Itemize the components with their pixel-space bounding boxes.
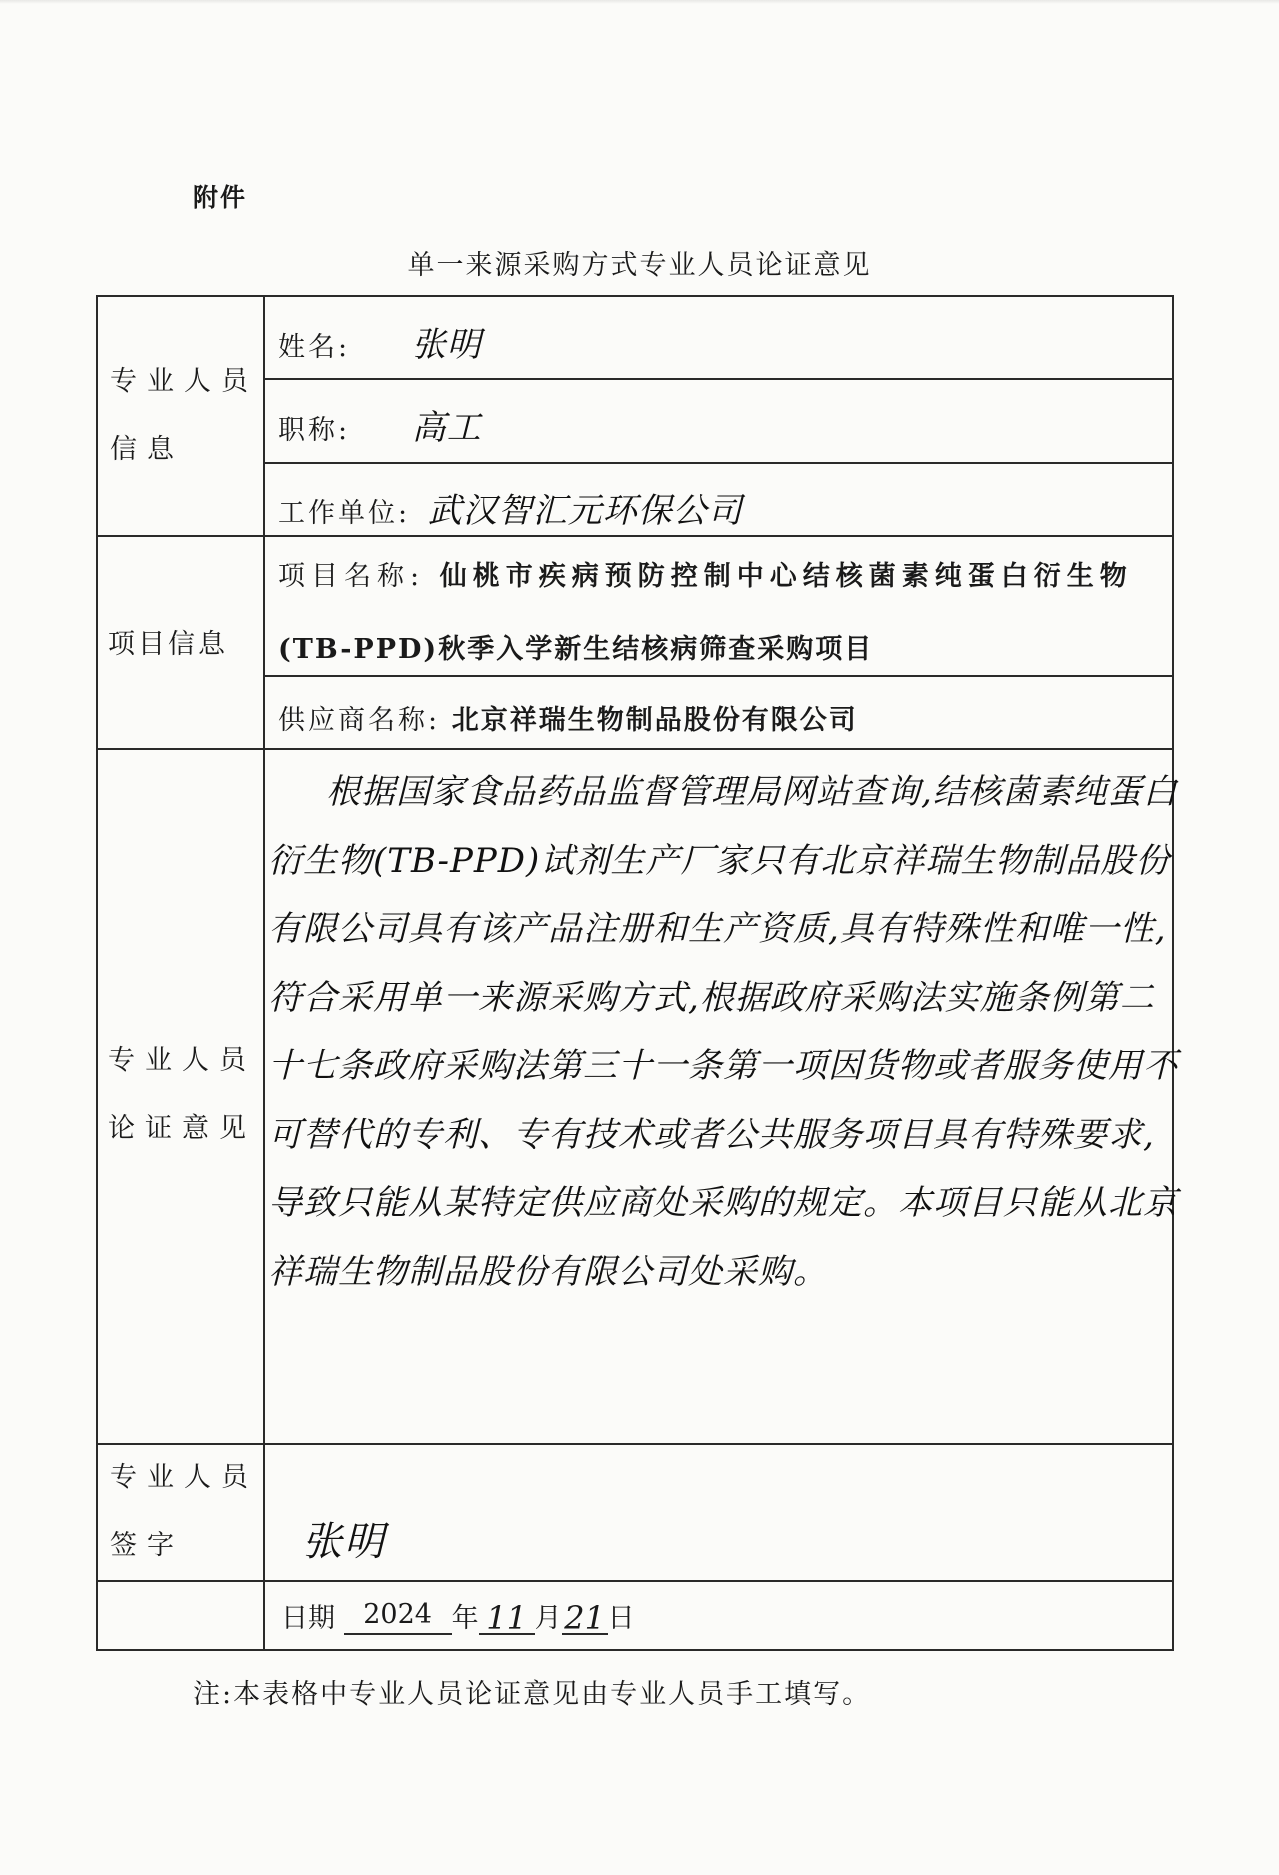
date-row — [281, 1596, 635, 1635]
project-info-label: 项目信息 — [108, 629, 228, 660]
employer-value: 武汉智汇元环保公司 — [427, 491, 743, 531]
column-divider — [263, 295, 265, 1651]
date-month: 11 — [479, 1599, 535, 1635]
project-name-line1: 仙桃市疾病预防控制中心结核菌素纯蛋白衍生物 — [439, 561, 1133, 592]
name-value: 张明 — [411, 325, 482, 365]
signature: 张明 — [302, 1519, 386, 1565]
footnote: 注:本表格中专业人员论证意见由专业人员手工填写。 — [193, 1679, 872, 1710]
attachment-label: 附件 — [193, 183, 248, 212]
scan-edge — [0, 0, 1279, 4]
name-row — [278, 317, 482, 366]
supplier-label: 供应商名称: — [278, 705, 441, 736]
employer-row — [278, 483, 743, 532]
row-divider — [263, 462, 1174, 464]
date-month-unit: 月 — [534, 1603, 562, 1634]
project-name-row — [278, 554, 1133, 593]
date-day: 21 — [562, 1599, 608, 1635]
section-divider — [96, 748, 1174, 750]
opinion-text: 根据国家食品药品监督管理局网站查询,结核菌素纯蛋白衍生物(TB-PPD)试剂生产厂家只有北京祥瑞生物制品股份有限公司具有该产品注册和生产资质,具有特殊性和唯一性,符合采用单一来源采购方式,根据政府采购法实施条例第二十七条政府采购法第三十一条第一项因货物或者服务使用不可替代的专利、专有技术或者公共服务项目具有特殊要求,导致只能从某特定供应商处采购的规定。本项目只能从北京祥瑞生物制品股份有限公司处采购。 — [268, 772, 1178, 1292]
project-name-line2: (TB-PPD)秋季入学新生结核病筛查采购项目 — [278, 634, 874, 665]
date-year-unit: 年 — [451, 1603, 479, 1634]
date-year: 2024 — [344, 1599, 452, 1635]
name-label: 姓名: — [278, 332, 351, 363]
supplier-value: 北京祥瑞生物制品股份有限公司 — [451, 705, 858, 736]
personnel-info-label: 专业人员信息 — [110, 366, 258, 465]
row-divider — [263, 378, 1174, 380]
section-divider — [96, 535, 1174, 537]
document-title: 单一来源采购方式专业人员论证意见 — [407, 250, 872, 281]
employer-label: 工作单位: — [278, 498, 411, 529]
title-value: 高工 — [411, 408, 482, 448]
project-name-label: 项目名称: — [278, 561, 426, 592]
opinion-label: 专业人员论证意见 — [108, 1045, 256, 1144]
title-label: 职称: — [278, 415, 351, 446]
row-divider — [263, 675, 1174, 677]
signature-label: 专业人员签字 — [110, 1462, 258, 1561]
date-label: 日期 — [281, 1603, 335, 1634]
section-divider — [96, 1580, 1174, 1582]
supplier-row — [278, 698, 858, 737]
title-row — [278, 400, 482, 449]
date-day-unit: 日 — [607, 1603, 635, 1634]
